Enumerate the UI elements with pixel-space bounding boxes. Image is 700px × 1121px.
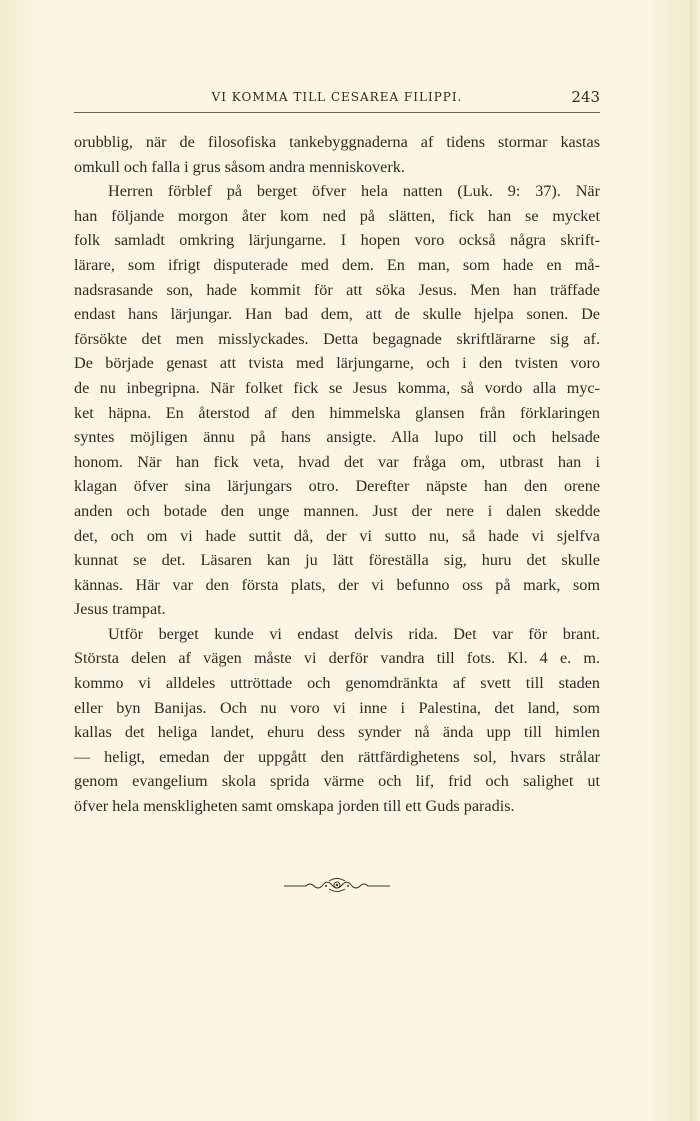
- text-line: han följande morgon åter kom ned på slätten, fick han se mycket: [74, 206, 600, 225]
- text-line: honom. När han fick veta, hvad det var fråga om, utbrast han i: [74, 452, 600, 471]
- text-line: de nu inbegripna. När folket fick se Jesus komma, så vordo alla myc-: [74, 378, 600, 397]
- text-line: kännas. Här var den första plats, der vi befunno oss på mark, som: [74, 575, 600, 594]
- text-line: kunnat se det. Läsaren kan ju lätt föreställa sig, huru det skulle: [74, 551, 600, 570]
- text-line: kallas det heliga landet, ehuru dess synder nå ända upp till himlen: [74, 723, 600, 742]
- body-text: [74, 130, 600, 819]
- running-title: VI KOMMA TILL CESAREA FILIPPI.: [211, 90, 463, 104]
- text-line: syntes möjligen ännu på hans ansigte. Alla lupo till och helsade: [74, 428, 600, 447]
- text-line: endast hans lärjungar. Han bad dem, att de skulle hjelpa sonen. De: [74, 305, 600, 324]
- page-number: 243: [571, 88, 600, 106]
- text-line: eller byn Banijas. Och nu voro vi inne i Palestina, det land, som: [74, 698, 600, 717]
- text-line: lärare, som ifrigt disputerade med dem. En man, som hade en må-: [74, 255, 600, 274]
- page-edge: [690, 0, 700, 1121]
- paragraph: [74, 179, 600, 622]
- text-line: försökte det men misslyckades. Detta begagnade skriftlärarne sig af.: [74, 329, 600, 348]
- header-rule: [74, 112, 600, 113]
- text-line: folk samladt omkring lärjungarne. I hopen voro också några skrift-: [74, 231, 600, 250]
- text-line: De började genast att tvista med lärjungarne, och i den tvisten voro: [74, 354, 600, 373]
- text-line: Herren förblef på berget öfver hela natten (Luk. 9: 37). När: [108, 182, 600, 201]
- decorative-tailpiece-icon: [282, 877, 392, 893]
- text-line: nadsrasande son, hade kommit för att söka Jesus. Men han träffade: [74, 280, 600, 299]
- paragraph: [74, 622, 600, 819]
- text-line: öfver hela menskligheten samt omskapa jorden till ett Guds paradis.: [74, 797, 515, 816]
- text-line: anden och botade den unge mannen. Just der nere i dalen skedde: [74, 501, 600, 520]
- text-line: orubblig, när de filosofiska tankebyggnaderna af tidens stormar kastas: [74, 133, 600, 151]
- text-line: Jesus trampat.: [74, 600, 166, 619]
- text-line: genom evangelium skola sprida värme och lif, frid och salighet ut: [74, 772, 600, 791]
- text-line: omkull och falla i grus såsom andra menniskoverk.: [74, 157, 405, 176]
- text-line: klagan öfver sina lärjungars otro. Derefter näpste han den orene: [74, 477, 600, 496]
- text-line: kommo vi alldeles uttröttade och genomdränkta af svett till staden: [74, 674, 600, 693]
- text-line: Utför berget kunde vi endast delvis rida. Det var för brant.: [108, 624, 600, 643]
- text-line: Största delen af vägen måste vi derför vandra till fots. Kl. 4 e. m.: [74, 649, 600, 668]
- text-line: det, och om vi hade suttit då, der vi sutto nu, så hade vi sjelfva: [74, 526, 600, 545]
- text-line: — heligt, emedan der uppgått den rättfärdighetens sol, hvars strålar: [74, 747, 600, 766]
- paragraph: [74, 130, 600, 179]
- text-line: ket häpna. En återstod af den himmelska glansen från förklaringen: [74, 403, 600, 422]
- page-header: [74, 88, 600, 108]
